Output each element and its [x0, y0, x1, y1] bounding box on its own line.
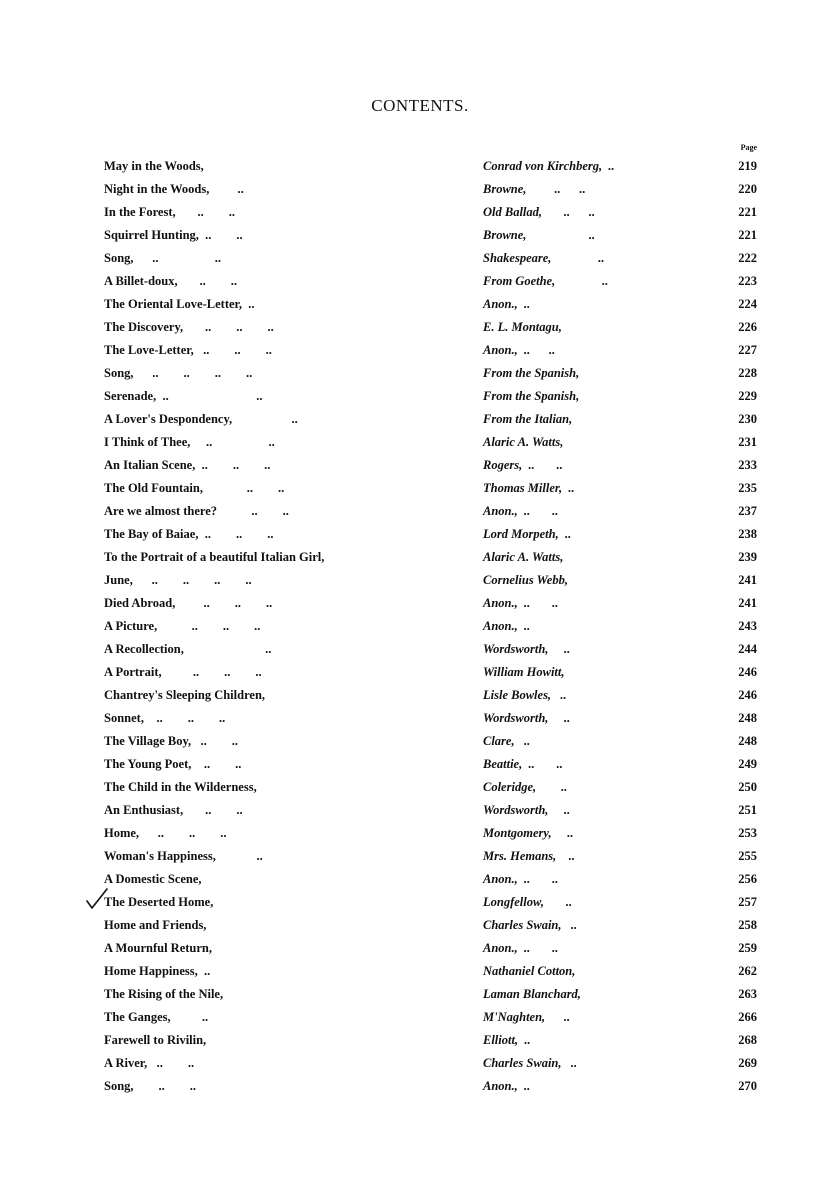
entry-title: In the Forest, .. ..: [104, 205, 236, 219]
entry-page-number: 266: [738, 1010, 757, 1024]
entry-page-number: 257: [738, 895, 757, 909]
contents-entry: [0, 891, 840, 914]
entry-page-number: 228: [738, 366, 757, 380]
entry-page-number: 224: [738, 297, 757, 311]
entry-page-number: 220: [738, 182, 757, 196]
contents-entry: [0, 500, 840, 523]
entry-page-number: 219: [738, 159, 757, 173]
entry-page-number: 241: [738, 573, 757, 587]
contents-entry: [0, 684, 840, 707]
entry-author: Laman Blanchard,: [483, 987, 581, 1001]
entry-title: A Recollection, ..: [104, 642, 272, 656]
entry-page-number: 237: [738, 504, 757, 518]
entry-title: The Love-Letter, .. .. ..: [104, 343, 272, 357]
entry-author: Clare, ..: [483, 734, 531, 748]
contents-entry: [0, 661, 840, 684]
entry-page-number: 244: [738, 642, 757, 656]
contents-entry: [0, 362, 840, 385]
entry-title: A River, .. ..: [104, 1056, 195, 1070]
entry-title: A Billet-doux, .. ..: [104, 274, 237, 288]
contents-entry: [0, 339, 840, 362]
entry-page-number: 223: [738, 274, 757, 288]
contents-entry: [0, 270, 840, 293]
entry-title: Song, .. ..: [104, 251, 222, 265]
entry-title: Squirrel Hunting, .. ..: [104, 228, 243, 242]
entry-title: The Old Fountain, .. ..: [104, 481, 285, 495]
entry-author: Alaric A. Watts,: [483, 550, 564, 564]
contents-entry: [0, 845, 840, 868]
entry-title: The Bay of Baiae, .. .. ..: [104, 527, 274, 541]
entry-page-number: 226: [738, 320, 757, 334]
entry-author: Shakespeare, ..: [483, 251, 605, 265]
contents-entry: [0, 937, 840, 960]
entry-author: From the Spanish,: [483, 366, 580, 380]
entry-page-number: 248: [738, 734, 757, 748]
contents-entry: [0, 776, 840, 799]
entry-author: Anon., ..: [483, 297, 531, 311]
contents-entry: [0, 201, 840, 224]
entry-author: Mrs. Hemans, ..: [483, 849, 576, 863]
entry-page-number: 262: [738, 964, 757, 978]
entry-author: Montgomery, ..: [483, 826, 574, 840]
entry-author: From the Spanish,: [483, 389, 580, 403]
entry-title: An Italian Scene, .. .. ..: [104, 458, 271, 472]
entry-author: Longfellow, ..: [483, 895, 573, 909]
entry-author: Anon., ..: [483, 1079, 531, 1093]
entry-author: Anon., .. ..: [483, 872, 559, 886]
entry-page-number: 256: [738, 872, 757, 886]
page-title: CONTENTS.: [371, 96, 469, 115]
entry-page-number: 263: [738, 987, 757, 1001]
contents-entry: [0, 1029, 840, 1052]
entry-author: Browne, .. ..: [483, 182, 586, 196]
contents-entry: [0, 707, 840, 730]
entry-author: Wordsworth, ..: [483, 642, 571, 656]
entry-title: Song, .. ..: [104, 1079, 197, 1093]
contents-entry: [0, 408, 840, 431]
entry-page-number: 268: [738, 1033, 757, 1047]
entry-title: Home, .. .. ..: [104, 826, 227, 840]
contents-entry: [0, 316, 840, 339]
entry-title: June, .. .. .. ..: [104, 573, 252, 587]
entry-author: Alaric A. Watts,: [483, 435, 564, 449]
entry-author: Anon., .. ..: [483, 343, 556, 357]
entry-title: The Rising of the Nile,: [104, 987, 224, 1001]
contents-entry: [0, 1075, 840, 1098]
contents-entry: [0, 224, 840, 247]
entry-author: Conrad von Kirchberg, ..: [483, 159, 615, 173]
contents-entry: [0, 523, 840, 546]
entry-page-number: 253: [738, 826, 757, 840]
entry-page-number: 248: [738, 711, 757, 725]
entry-author: Anon., .. ..: [483, 504, 559, 518]
entry-title: Home and Friends,: [104, 918, 207, 932]
entry-page-number: 227: [738, 343, 757, 357]
entry-title: To the Portrait of a beautiful Italian Girl,: [104, 550, 325, 564]
entry-title: The Village Boy, .. ..: [104, 734, 239, 748]
contents-entry: [0, 730, 840, 753]
entry-title: Sonnet, .. .. ..: [104, 711, 226, 725]
contents-entry: [0, 155, 840, 178]
entry-page-number: 239: [738, 550, 757, 564]
entry-page-number: 231: [738, 435, 757, 449]
entry-page-number: 235: [738, 481, 757, 495]
entry-author: Elliott, ..: [483, 1033, 531, 1047]
contents-entry: [0, 454, 840, 477]
entry-title: An Enthusiast, .. ..: [104, 803, 243, 817]
entry-title: Serenade, .. ..: [104, 389, 263, 403]
contents-list: [0, 155, 840, 1098]
entry-title: A Lover's Despondency, ..: [104, 412, 298, 426]
contents-entry: [0, 983, 840, 1006]
entry-page-number: 221: [738, 228, 757, 242]
contents-entry: [0, 178, 840, 201]
entry-title: May in the Woods,: [104, 159, 204, 173]
contents-entry: [0, 1052, 840, 1075]
entry-title: A Domestic Scene,: [104, 872, 202, 886]
entry-title: The Oriental Love-Letter, ..: [104, 297, 255, 311]
entry-title: Died Abroad, .. .. ..: [104, 596, 273, 610]
entry-author: Rogers, .. ..: [483, 458, 563, 472]
entry-author: Old Ballad, .. ..: [483, 205, 596, 219]
entry-author: Anon., .. ..: [483, 596, 559, 610]
entry-page-number: 222: [738, 251, 757, 265]
entry-author: Beattie, .. ..: [483, 757, 563, 771]
entry-author: Thomas Miller, ..: [483, 481, 575, 495]
entry-title: A Mournful Return,: [104, 941, 212, 955]
entry-page-number: 233: [738, 458, 757, 472]
entry-author: Coleridge, ..: [483, 780, 568, 794]
contents-entry: [0, 822, 840, 845]
entry-title: The Child in the Wilderness,: [104, 780, 257, 794]
entry-page-number: 243: [738, 619, 757, 633]
entry-author: Browne, ..: [483, 228, 596, 242]
contents-entry: [0, 293, 840, 316]
entry-title: The Ganges, ..: [104, 1010, 209, 1024]
entry-author: From the Italian,: [483, 412, 573, 426]
entry-author: From Goethe, ..: [483, 274, 609, 288]
entry-page-number: 230: [738, 412, 757, 426]
entry-page-number: 229: [738, 389, 757, 403]
entry-page-number: 246: [738, 688, 757, 702]
contents-entry: [0, 1006, 840, 1029]
entry-title: Woman's Happiness, ..: [104, 849, 263, 863]
contents-entry: [0, 546, 840, 569]
entry-author: E. L. Montagu,: [483, 320, 562, 334]
entry-author: William Howitt,: [483, 665, 565, 679]
contents-entry: [0, 592, 840, 615]
contents-entry: [0, 638, 840, 661]
contents-entry: [0, 431, 840, 454]
contents-entry: [0, 247, 840, 270]
entry-title: The Young Poet, .. ..: [104, 757, 242, 771]
entry-title: Chantrey's Sleeping Children,: [104, 688, 266, 702]
entry-page-number: 270: [738, 1079, 757, 1093]
entry-page-number: 241: [738, 596, 757, 610]
page-column-label: Page: [740, 143, 757, 152]
entry-title: Farewell to Rivilin,: [104, 1033, 207, 1047]
entry-page-number: 251: [738, 803, 757, 817]
contents-entry: [0, 753, 840, 776]
entry-author: Lisle Bowles, ..: [483, 688, 567, 702]
entry-title: Are we almost there? .. ..: [104, 504, 289, 518]
contents-entry: [0, 868, 840, 891]
entry-author: Wordsworth, ..: [483, 711, 571, 725]
entry-page-number: 238: [738, 527, 757, 541]
entry-author: Cornelius Webb,: [483, 573, 568, 587]
entry-author: Wordsworth, ..: [483, 803, 571, 817]
entry-title: Home Happiness, ..: [104, 964, 211, 978]
contents-entry: [0, 799, 840, 822]
entry-author: M'Naghten, ..: [483, 1010, 571, 1024]
entry-title: I Think of Thee, .. ..: [104, 435, 275, 449]
entry-page-number: 221: [738, 205, 757, 219]
contents-entry: [0, 914, 840, 937]
entry-page-number: 259: [738, 941, 757, 955]
entry-author: Anon., ..: [483, 619, 531, 633]
contents-entry: [0, 569, 840, 592]
handwritten-checkmark-icon: [86, 886, 108, 912]
entry-author: Anon., .. ..: [483, 941, 559, 955]
contents-entry: [0, 385, 840, 408]
entry-page-number: 250: [738, 780, 757, 794]
entry-title: A Portrait, .. .. ..: [104, 665, 262, 679]
entry-title: Song, .. .. .. ..: [104, 366, 253, 380]
entry-author: Charles Swain, ..: [483, 1056, 578, 1070]
entry-author: Lord Morpeth, ..: [483, 527, 572, 541]
entry-page-number: 249: [738, 757, 757, 771]
entry-author: Charles Swain, ..: [483, 918, 578, 932]
contents-entry: [0, 615, 840, 638]
entry-page-number: 246: [738, 665, 757, 679]
contents-entry: [0, 960, 840, 983]
entry-title: The Discovery, .. .. ..: [104, 320, 274, 334]
entry-title: A Picture, .. .. ..: [104, 619, 261, 633]
entry-title: Night in the Woods, ..: [104, 182, 244, 196]
entry-page-number: 269: [738, 1056, 757, 1070]
entry-page-number: 255: [738, 849, 757, 863]
contents-entry: [0, 477, 840, 500]
entry-title: The Deserted Home,: [104, 895, 214, 909]
entry-page-number: 258: [738, 918, 757, 932]
entry-author: Nathaniel Cotton,: [483, 964, 576, 978]
